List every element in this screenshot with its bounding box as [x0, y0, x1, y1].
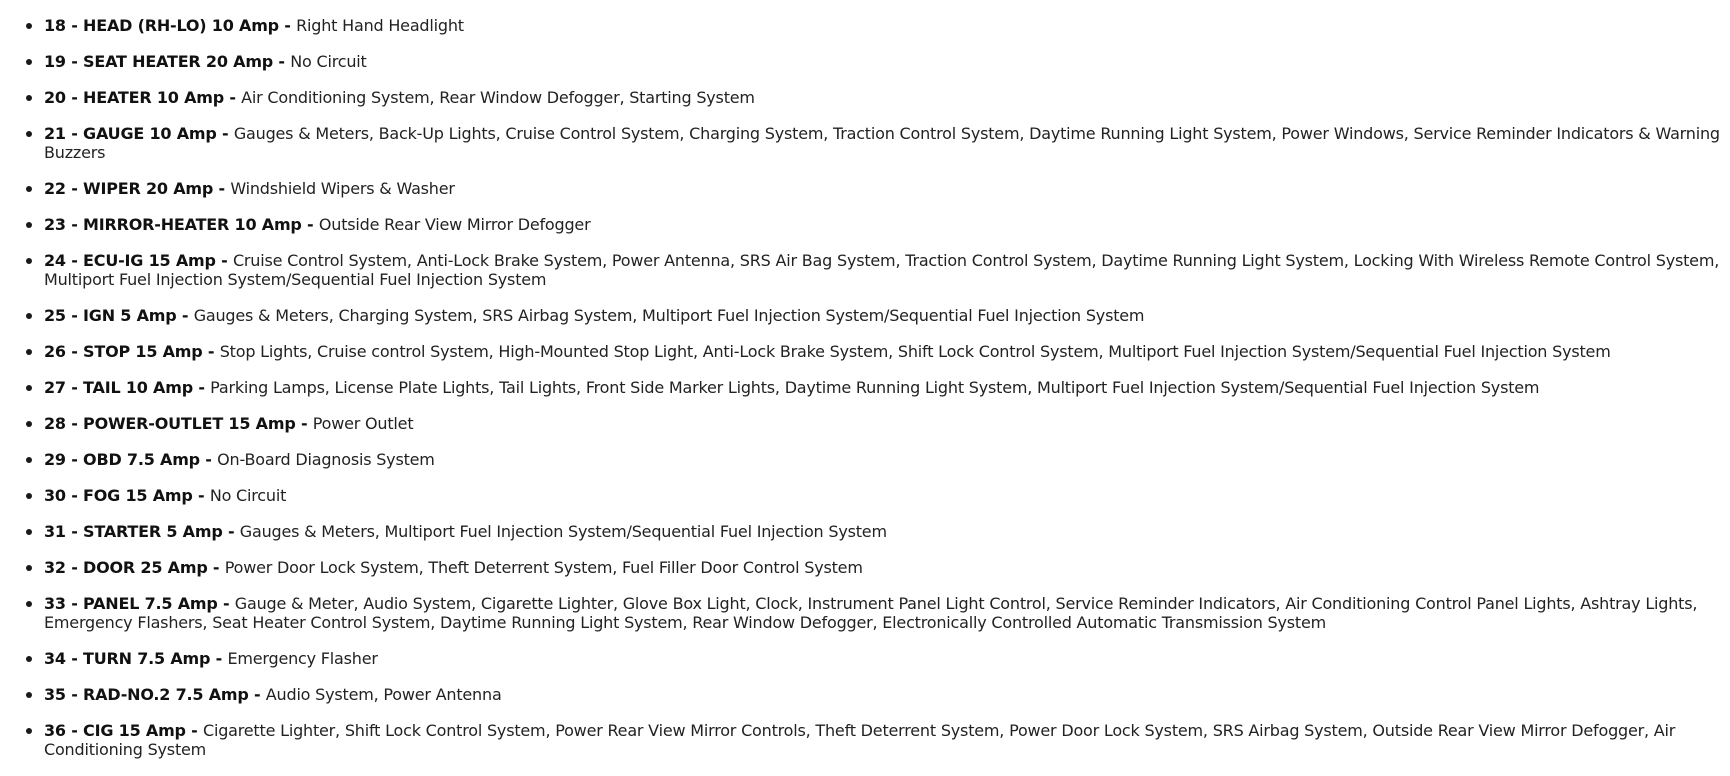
fuse-description: Parking Lamps, License Plate Lights, Tail Lights, Front Side Marker Lights, Daytime Running Light System, Multiport Fuel Injection System/Sequential Fuel Injection System — [210, 378, 1540, 397]
bullet-icon — [26, 258, 32, 264]
list-item — [0, 124, 1730, 162]
list-item — [0, 342, 1730, 361]
list-item — [0, 649, 1730, 668]
fuse-list — [0, 16, 1730, 776]
list-item — [0, 522, 1730, 541]
fuse-label: 34 - TURN 7.5 Amp - — [44, 649, 228, 668]
list-item — [0, 179, 1730, 198]
fuse-label: 22 - WIPER 20 Amp - — [44, 179, 231, 198]
fuse-label: 24 - ECU-IG 15 Amp - — [44, 251, 233, 270]
bullet-icon — [26, 601, 32, 607]
list-item — [0, 16, 1730, 35]
fuse-label: 18 - HEAD (RH-LO) 10 Amp - — [44, 16, 297, 35]
fuse-label: 28 - POWER-OUTLET 15 Amp - — [44, 414, 313, 433]
list-item — [0, 378, 1730, 397]
bullet-icon — [26, 313, 32, 319]
fuse-description: Air Conditioning System, Rear Window Defogger, Starting System — [241, 88, 755, 107]
list-item — [0, 251, 1730, 289]
fuse-label: 26 - STOP 15 Amp - — [44, 342, 220, 361]
fuse-description: Emergency Flasher — [227, 649, 378, 668]
fuse-label: 25 - IGN 5 Amp - — [44, 306, 194, 325]
bullet-icon — [26, 493, 32, 499]
list-item — [0, 594, 1730, 632]
bullet-icon — [26, 222, 32, 228]
fuse-description: Stop Lights, Cruise control System, High-Mounted Stop Light, Anti-Lock Brake System, Shift Lock Control System, Multiport Fuel Injection System/Sequential Fuel Injection System — [219, 342, 1611, 361]
fuse-description: Right Hand Headlight — [296, 16, 464, 35]
bullet-icon — [26, 529, 32, 535]
bullet-icon — [26, 457, 32, 463]
bullet-icon — [26, 692, 32, 698]
bullet-icon — [26, 385, 32, 391]
fuse-description: Windshield Wipers & Washer — [230, 179, 455, 198]
fuse-description: Gauge & Meter, Audio System, Cigarette Lighter, Glove Box Light, Clock, Instrument Panel Light Control, Service Reminder Indicators, Air Conditioning Control Panel Lights, Ashtray Lights, Emergency Flashers, Seat Heater Control System, Daytime Running Light System, Rear Window Defogger, Electronically Controlled Automatic Transmission System — [44, 594, 1698, 632]
bullet-icon — [26, 421, 32, 427]
fuse-label: 35 - RAD-NO.2 7.5 Amp - — [44, 685, 266, 704]
fuse-label: 30 - FOG 15 Amp - — [44, 486, 210, 505]
bullet-icon — [26, 95, 32, 101]
bullet-icon — [26, 59, 32, 65]
list-item — [0, 52, 1730, 71]
bullet-icon — [26, 728, 32, 734]
fuse-description: Gauges & Meters, Charging System, SRS Airbag System, Multiport Fuel Injection System/Sequential Fuel Injection System — [193, 306, 1145, 325]
fuse-description: Cigarette Lighter, Shift Lock Control System, Power Rear View Mirror Controls, Theft Deterrent System, Power Door Lock System, SRS Airbag System, Outside Rear View Mirror Defogger, Air Conditioning System — [44, 721, 1676, 759]
list-item — [0, 414, 1730, 433]
fuse-description: Cruise Control System, Anti-Lock Brake System, Power Antenna, SRS Air Bag System, Traction Control System, Daytime Running Light System, Locking With Wireless Remote Control System, Multiport Fuel Injection System/Sequential Fuel Injection System — [44, 251, 1720, 289]
fuse-description: Outside Rear View Mirror Defogger — [318, 215, 591, 234]
list-item — [0, 558, 1730, 577]
list-item — [0, 450, 1730, 469]
bullet-icon — [26, 349, 32, 355]
list-item — [0, 215, 1730, 234]
fuse-label: 23 - MIRROR-HEATER 10 Amp - — [44, 215, 319, 234]
fuse-label: 36 - CIG 15 Amp - — [44, 721, 203, 740]
fuse-description: No Circuit — [290, 52, 367, 71]
fuse-description: Gauges & Meters, Multiport Fuel Injection System/Sequential Fuel Injection System — [239, 522, 887, 541]
bullet-icon — [26, 131, 32, 137]
bullet-icon — [26, 23, 32, 29]
fuse-label: 19 - SEAT HEATER 20 Amp - — [44, 52, 291, 71]
fuse-label: 29 - OBD 7.5 Amp - — [44, 450, 218, 469]
list-item — [0, 486, 1730, 505]
fuse-description: No Circuit — [209, 486, 287, 505]
fuse-label: 32 - DOOR 25 Amp - — [44, 558, 225, 577]
bullet-icon — [26, 565, 32, 571]
fuse-description: Gauges & Meters, Back-Up Lights, Cruise Control System, Charging System, Traction Control System, Daytime Running Light System, Power Windows, Service Reminder Indicators & Warning Buzzers — [44, 124, 1720, 162]
fuse-label: 21 - GAUGE 10 Amp - — [44, 124, 234, 143]
bullet-icon — [26, 186, 32, 192]
fuse-label: 31 - STARTER 5 Amp - — [44, 522, 240, 541]
bullet-icon — [26, 656, 32, 662]
list-item — [0, 721, 1730, 759]
list-item — [0, 88, 1730, 107]
fuse-description: Power Outlet — [312, 414, 414, 433]
list-item — [0, 306, 1730, 325]
fuse-label: 27 - TAIL 10 Amp - — [44, 378, 211, 397]
fuse-label: 20 - HEATER 10 Amp - — [44, 88, 242, 107]
list-item — [0, 685, 1730, 704]
fuse-description: Power Door Lock System, Theft Deterrent System, Fuel Filler Door Control System — [224, 558, 863, 577]
fuse-description: Audio System, Power Antenna — [265, 685, 502, 704]
fuse-description: On-Board Diagnosis System — [217, 450, 435, 469]
fuse-label: 33 - PANEL 7.5 Amp - — [44, 594, 235, 613]
